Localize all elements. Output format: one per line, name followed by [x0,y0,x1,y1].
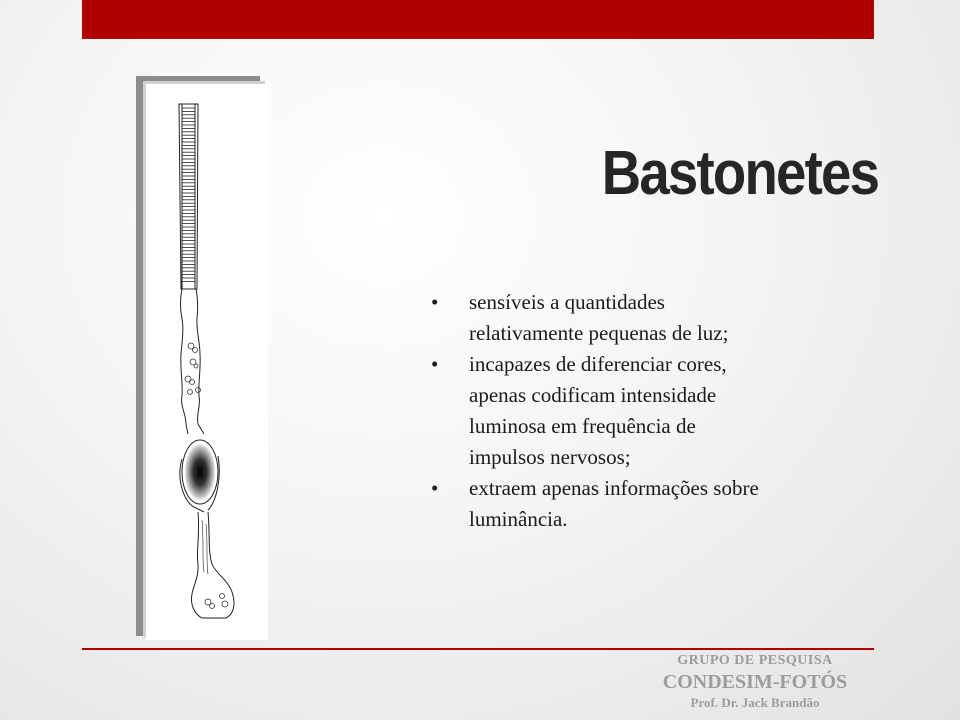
bullet-item [425,473,769,535]
bullet-text: incapazes de diferenciar cores, apenas codificam intensidade luminosa em frequência de impulsos nervosos; [469,352,727,469]
slide-title: Bastonetes [601,139,878,208]
footer-professor: Prof. Dr. Jack Brandão [690,695,820,710]
rod-cell-figure [146,84,268,640]
bullet-marker: • [431,476,439,500]
footer-divider [82,648,874,650]
footer-group-label: GRUPO DE PESQUISA [677,653,833,668]
bullet-list [425,287,805,535]
bullet-text: sensíveis a quantidades relativamente pequenas de luz; [469,290,729,345]
footer-credits [620,652,890,712]
footer-group-name: CONDESIM-FOTÓS [662,671,848,693]
rod-cell-illustration [146,84,268,640]
bullet-text: extraem apenas informações sobre luminância. [469,476,759,531]
header-accent-bar [82,0,874,39]
bullet-marker: • [431,290,439,314]
bullet-item [425,349,769,473]
bullet-item [425,287,769,349]
bullet-marker: • [431,352,439,376]
